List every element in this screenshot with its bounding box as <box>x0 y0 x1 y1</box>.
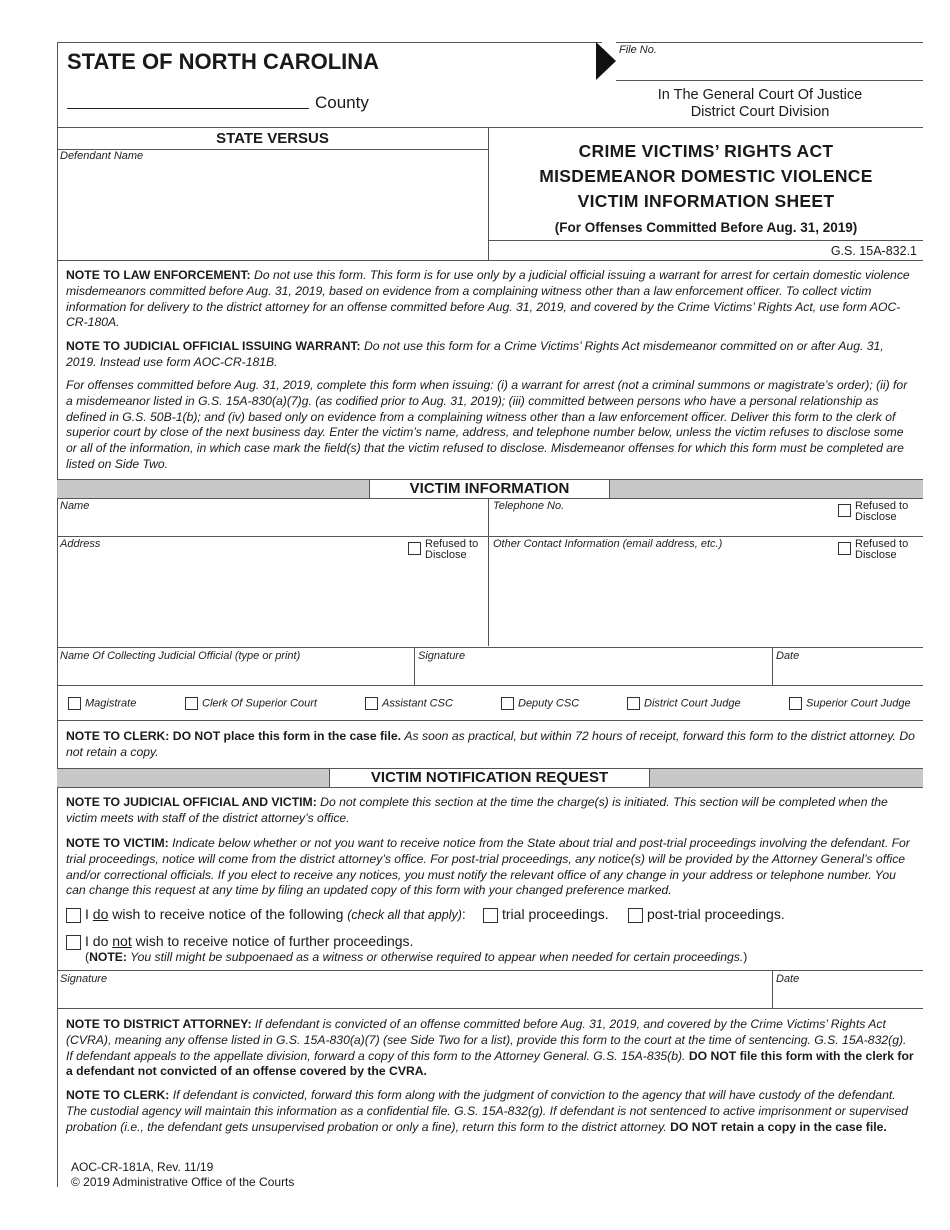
refused-line2: Disclose <box>855 511 897 523</box>
notification-bar <box>57 768 923 788</box>
checkbox-icon[interactable] <box>627 697 640 710</box>
official-sig-divider <box>414 647 415 685</box>
defendant-name-label: Defendant Name <box>60 150 144 162</box>
checkbox-icon[interactable] <box>185 697 198 710</box>
role-assistant-csc[interactable] <box>365 697 453 710</box>
official-name-field[interactable] <box>58 664 412 684</box>
post-trial-proceedings-label: post-trial proceedings. <box>647 906 785 922</box>
victim-signature-label: Signature <box>60 973 108 985</box>
do-wish-colon: : <box>461 906 466 922</box>
role-district-court-judge[interactable] <box>627 697 741 710</box>
file-no-label: File No. <box>619 44 657 56</box>
statute-ref: G.S. 15A-832.1 <box>830 244 917 258</box>
address-refused-checkbox[interactable] <box>408 542 421 555</box>
role-superior-court-judge[interactable] <box>789 697 911 710</box>
victim-date-label: Date <box>776 973 800 985</box>
telephone-refused-label <box>855 501 908 523</box>
role-label: Superior Court Judge <box>806 697 911 710</box>
other-contact-refused-checkbox[interactable] <box>838 542 851 555</box>
check-all-hint: (check all that apply) <box>347 908 462 922</box>
do-wish-post: wish to receive notice of the following <box>108 906 348 922</box>
note-clerk-2-bold: DO NOT retain a copy in the case file. <box>666 1119 887 1134</box>
note-judicial-head: NOTE TO JUDICIAL OFFICIAL ISSUING WARRANT: <box>66 339 361 353</box>
note-official-victim-head: NOTE TO JUDICIAL OFFICIAL AND VICTIM: <box>66 795 317 809</box>
role-deputy-csc[interactable] <box>501 697 579 710</box>
do-wish-label <box>85 906 466 922</box>
telephone-label: Telephone No. <box>493 500 565 512</box>
official-name-label: Name Of Collecting Judicial Official (type or print) <box>60 650 301 662</box>
not-wish-not: not <box>112 933 132 949</box>
trial-proceedings-checkbox[interactable] <box>483 908 498 923</box>
instructions: For offenses committed before Aug. 31, 2019, complete this form when issuing: (i) a warrant for arrest (not a criminal summons or magistrate’s order); (ii) for a misdemeanor listed in G.S. 15A-830(a)(7)g. (as codified prior to Aug. 31, 2019); (iii) committed between persons who have a personal relationship as defined in G.S. 50B-1(b); and (iv) based only on evidence from a complaining witness other than a law enforcement officer. Deliver this form to the clerk of superior court by close of the next business day. Enter the victim’s name, address, and telephone number below, unless the victim refuses to disclose some or all of the information, in which case mark the field(s) that the victim refused to disclose. Misdemeanor offenses for which this form must be completed are listed on Side Two. <box>66 378 908 471</box>
state-versus-label: STATE VERSUS <box>216 130 329 147</box>
role-clerk-superior-court[interactable] <box>185 697 317 710</box>
victim-sig-bottom <box>57 1008 923 1009</box>
note-law-enforcement-head: NOTE TO LAW ENFORCEMENT: <box>66 268 251 282</box>
note-clerk-2 <box>66 1088 916 1135</box>
note-clerk-2-body: If defendant is convicted, forward this form along with the judgment of conviction to the agency that will have custody of the defendant. The custodial agency will maintain this information as a confidential file. G.S. 15A-832(g). If defendant is not sentenced to active imprisonment or supervised probation (i.e., the defendant gets unsupervised probation or only a fine), return this form to the district attorney. <box>66 1088 909 1134</box>
header-divider <box>57 127 923 128</box>
note-victim-head: NOTE TO VICTIM: <box>66 836 169 850</box>
note-close: ) <box>743 950 748 964</box>
checkbox-icon[interactable] <box>789 697 802 710</box>
refused-line1: Refused to <box>425 538 479 550</box>
file-no-top-line <box>616 42 923 43</box>
state-title: STATE OF NORTH CAROLINA <box>67 49 380 74</box>
do-wish-checkbox[interactable] <box>66 908 81 923</box>
do-wish-pre: I <box>85 906 93 922</box>
note-da-body: If defendant is convicted of an offense committed before Aug. 31, 2019, and covered by the Crime Victims’ Rights Act (CVRA), meaning any offense listed in G.S. 15A-830(a)(7) (see Side Two for a list), provide this form to the court at the time of sentencing. G.S. 15A-832(g). If defendant appeals to the appellate division, forward a copy of this form to the Attorney General. G.S. 15A-835(b). <box>66 1017 907 1063</box>
note-body: You still might be subpoenaed as a witness or otherwise required to appear when needed for certain proceedings. <box>126 950 744 964</box>
roles-row-bottom <box>57 720 923 721</box>
note-open: ( <box>85 950 90 964</box>
county-label: County <box>315 93 369 112</box>
trial-proceedings-label: trial proceedings. <box>502 906 609 922</box>
victim-sig-date-divider <box>772 970 773 1008</box>
post-trial-proceedings-checkbox[interactable] <box>628 908 643 923</box>
role-label: Assistant CSC <box>382 697 453 710</box>
court-line2: District Court Division <box>690 104 830 120</box>
victim-sig-top <box>57 970 923 971</box>
address-field[interactable] <box>58 556 486 644</box>
do-not-wish-label <box>85 933 413 949</box>
official-date-label: Date <box>776 650 800 662</box>
do-not-wish-checkbox[interactable] <box>66 935 81 950</box>
refused-line2: Disclose <box>425 549 467 561</box>
refused-line1: Refused to <box>855 538 909 550</box>
telephone-refused-checkbox[interactable] <box>838 504 851 517</box>
victim-signature-field[interactable] <box>58 987 770 1007</box>
notification-title: VICTIM NOTIFICATION REQUEST <box>329 768 650 788</box>
role-label: Clerk Of Superior Court <box>202 697 317 710</box>
sig-date-divider <box>772 647 773 685</box>
note-law-enforcement <box>66 268 916 331</box>
role-label: Magistrate <box>85 697 137 710</box>
subpoena-note <box>85 950 747 964</box>
note-da-head: NOTE TO DISTRICT ATTORNEY: <box>66 1017 252 1031</box>
top-border <box>57 42 602 43</box>
refused-line1: Refused to <box>855 500 909 512</box>
title-line2: MISDEMEANOR DOMESTIC VIOLENCE <box>539 166 873 186</box>
not-wish-pre: I do <box>85 933 113 949</box>
note-victim-body: Indicate below whether or not you want to receive notice from the State about trial and post-trial proceedings involving the defendant. For trial proceedings, notice will come from the district attorney’s office. For post-trial proceedings, any notice(s) will be provided by the Attorney General’s office and/or correctional officials. If you elect to receive any notices, you must notify the relevant office of any change in your address or telephone number. You can change this request at any time by filing an updated copy of this form with your changed preference marked. <box>66 836 910 898</box>
victim-name-label: Name <box>60 500 90 512</box>
form-title <box>489 139 923 235</box>
note-judicial-body: Do not use this form for a Crime Victims’ Rights Act misdemeanor committed on or after Aug. 31, 2019. Instead use form AOC-CR-181B. <box>66 339 884 369</box>
address-label: Address <box>60 538 101 550</box>
checkbox-icon[interactable] <box>501 697 514 710</box>
address-refused-label <box>425 539 478 561</box>
victim-info-title: VICTIM INFORMATION <box>369 479 610 499</box>
official-row-bottom <box>57 685 923 686</box>
note-clerk-1-bold: DO NOT place this form in the case file. <box>172 729 401 743</box>
note-clerk-1 <box>66 729 916 761</box>
other-contact-refused-label <box>855 539 908 561</box>
form-number: AOC-CR-181A, Rev. 11/19 <box>71 1160 214 1174</box>
official-date-field[interactable] <box>774 664 922 684</box>
victim-name-field[interactable] <box>58 514 486 535</box>
county-input-line[interactable] <box>67 108 309 109</box>
telephone-field[interactable] <box>490 514 830 535</box>
checkbox-icon[interactable] <box>365 697 378 710</box>
defendant-name-field[interactable] <box>58 165 486 257</box>
note-da-bold: DO NOT file this form with the clerk for a defendant not convicted of an offense covered by the CVRA. <box>66 1048 914 1079</box>
statute-divider <box>488 240 923 241</box>
name-row-bottom <box>57 536 923 537</box>
do-wish-do: do <box>92 906 109 922</box>
other-contact-field[interactable] <box>490 556 830 644</box>
note-judicial-official <box>66 339 916 371</box>
note-clerk-1-head: NOTE TO CLERK: <box>66 729 170 743</box>
role-label: District Court Judge <box>644 697 741 710</box>
official-signature-label: Signature <box>418 650 466 662</box>
note-label: NOTE: <box>89 950 127 964</box>
title-line3: VICTIM INFORMATION SHEET <box>577 191 835 211</box>
refused-line2: Disclose <box>855 549 897 561</box>
other-contact-label: Other Contact Information (email address, etc.) <box>493 538 723 550</box>
official-signature-field[interactable] <box>416 664 770 684</box>
note-official-victim-body: Do not complete this section at the time the charge(s) is initiated. This section will be completed when the victim meets with staff of the district attorney’s office. <box>66 795 888 825</box>
role-magistrate[interactable] <box>68 697 136 710</box>
victim-info-vertical <box>488 498 489 646</box>
court-caption <box>600 87 920 121</box>
court-line1: In The General Court Of Justice <box>657 87 863 103</box>
victim-info-bar <box>57 479 923 499</box>
file-no-arrow-icon <box>596 42 616 80</box>
note-district-attorney <box>66 1017 916 1080</box>
note-clerk-2-head: NOTE TO CLERK: <box>66 1088 170 1102</box>
title-line1: CRIME VICTIMS’ RIGHTS ACT <box>578 141 834 161</box>
note-official-victim <box>66 795 916 827</box>
checkbox-icon[interactable] <box>68 697 81 710</box>
victim-date-field[interactable] <box>774 987 922 1007</box>
copyright: © 2019 Administrative Office of the Courts <box>71 1175 295 1189</box>
form-subtitle: (For Offenses Committed Before Aug. 31, 2019) <box>554 220 858 235</box>
file-no-input-line[interactable] <box>616 80 923 81</box>
header-bottom-line <box>57 260 923 261</box>
not-wish-post: wish to receive notice of further proceedings. <box>131 933 414 949</box>
note-victim <box>66 836 916 899</box>
note-clerk-1-body: As soon as practical, but within 72 hours of receipt, forward this form to the district attorney. Do not retain a copy. <box>66 729 915 759</box>
note-law-enforcement-body: Do not use this form. This form is for use only by a judicial official issuing a warrant for arrest for certain domestic violence misdemeanors committed before Aug. 31, 2019, based on evidence from a complaining witness other than a law enforcement officer. To collect victim information for delivery to the district attorney for an offense committed before Aug. 31, 2019, and covered by the Crime Victims’ Rights Act, use form AOC-CR-180A. <box>66 268 910 330</box>
role-label: Deputy CSC <box>518 697 580 710</box>
address-row-bottom <box>57 647 923 648</box>
